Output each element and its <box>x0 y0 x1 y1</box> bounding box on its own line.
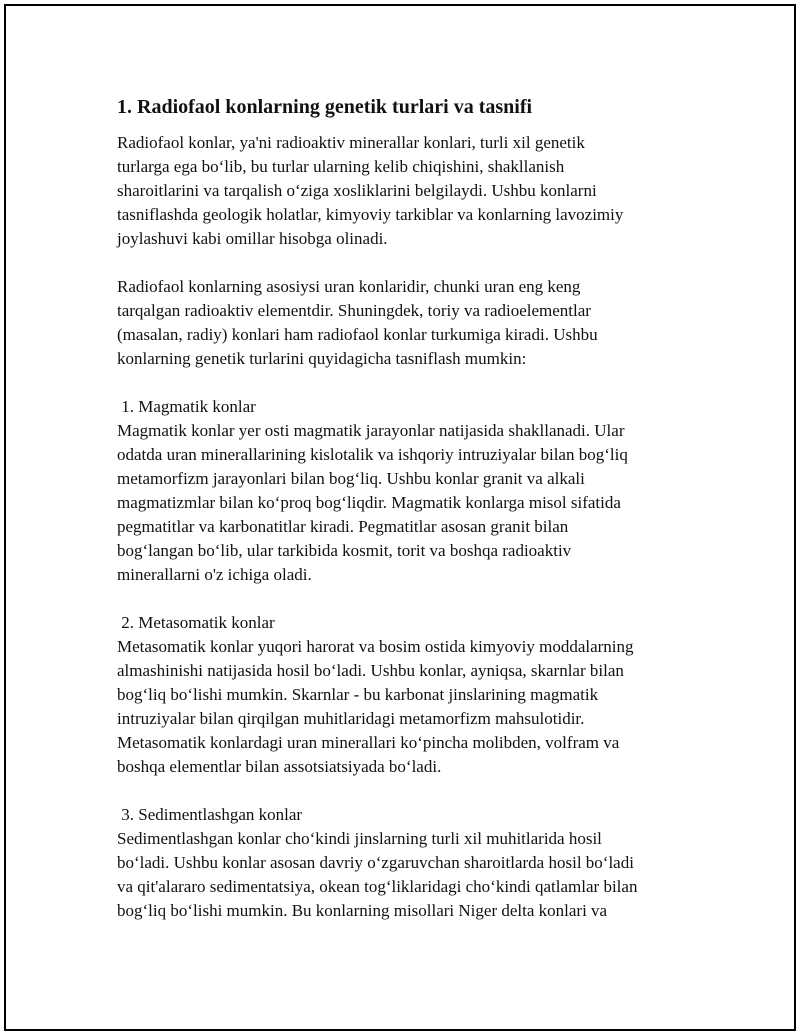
text-line: Metasomatik konlardagi uran minerallari ko‘pincha molibden, volfram va <box>117 733 620 752</box>
text-line: minerallarni o'z ichiga oladi. <box>117 565 312 584</box>
text-line: konlarning genetik turlarini quyidagicha tasniflash mumkin: <box>117 349 527 368</box>
text-line: bog‘liq bo‘lishi mumkin. Skarnlar - bu karbonat jinslarining magmatik <box>117 685 599 704</box>
text-line: tarqalgan radioaktiv elementdir. Shuningdek, toriy va radioelementlar <box>117 301 591 320</box>
text-line: turlarga ega bo‘lib, bu turlar ularning kelib chiqishini, shakllanish <box>117 157 565 176</box>
text-line: (masalan, radiy) konlari ham radiofaol konlar turkumiga kiradi. Ushbu <box>117 325 598 344</box>
text-line: Radiofaol konlarning asosiysi uran konlaridir, chunki uran eng keng <box>117 277 581 296</box>
intro-paragraph <box>117 131 717 251</box>
section-heading: 3. Sedimentlashgan konlar <box>117 805 303 824</box>
text-line: Radiofaol konlar, ya'ni radioaktiv minerallar konlari, turli xil genetik <box>117 133 585 152</box>
paragraph-spacer <box>117 779 717 803</box>
text-line: sharoitlarini va tarqalish o‘ziga xosliklarini belgilaydi. Ushbu konlarni <box>117 181 597 200</box>
paragraph-spacer <box>117 251 717 275</box>
text-line: bo‘ladi. Ushbu konlar asosan davriy o‘zgaruvchan sharoitlarda hosil bo‘ladi <box>117 853 634 872</box>
text-line: odatda uran minerallarining kislotalik va ishqoriy intruziyalar bilan bog‘liq <box>117 445 628 464</box>
section-metasomatic <box>117 611 717 779</box>
text-line: Magmatik konlar yer osti magmatik jarayonlar natijasida shakllanadi. Ular <box>117 421 625 440</box>
section-magmatic <box>117 395 717 587</box>
text-line: intruziyalar bilan qirqilgan muhitlaridagi metamorfizm mahsulotidir. <box>117 709 585 728</box>
text-line: va qit'alararo sedimentatsiya, okean tog‘liklaridagi cho‘kindi qatlamlar bilan <box>117 877 638 896</box>
text-line: Metasomatik konlar yuqori harorat va bosim ostida kimyoviy moddalarning <box>117 637 634 656</box>
text-line: almashinishi natijasida hosil bo‘ladi. Ushbu konlar, ayniqsa, skarnlar bilan <box>117 661 624 680</box>
text-line: joylashuvi kabi omillar hisobga olinadi. <box>117 229 388 248</box>
paragraph-spacer <box>117 371 717 395</box>
text-line: bog‘langan bo‘lib, ular tarkibida kosmit, torit va boshqa radioaktiv <box>117 541 572 560</box>
section-sedimentary <box>117 803 717 923</box>
text-line: tasniflashda geologik holatlar, kimyoviy tarkiblar va konlarning lavozimiy <box>117 205 624 224</box>
text-line: boshqa elementlar bilan assotsiatsiyada bo‘ladi. <box>117 757 442 776</box>
text-line: metamorfizm jarayonlari bilan bog‘liq. Ushbu konlar granit va alkali <box>117 469 585 488</box>
section-heading: 1. Magmatik konlar <box>117 397 256 416</box>
text-line: magmatizmlar bilan ko‘proq bog‘liqdir. Magmatik konlarga misol sifatida <box>117 493 621 512</box>
document-body <box>117 93 717 923</box>
text-line: pegmatitlar va karbonatitlar kiradi. Pegmatitlar asosan granit bilan <box>117 517 569 536</box>
second-paragraph <box>117 275 717 371</box>
document-title: 1. Radiofaol konlarning genetik turlari va tasnifi <box>117 96 533 118</box>
text-line: bog‘liq bo‘lishi mumkin. Bu konlarning misollari Niger delta konlari va <box>117 901 608 920</box>
section-heading: 2. Metasomatik konlar <box>117 613 275 632</box>
paragraph-spacer <box>117 587 717 611</box>
text-line: Sedimentlashgan konlar cho‘kindi jinslarning turli xil muhitlarida hosil <box>117 829 602 848</box>
